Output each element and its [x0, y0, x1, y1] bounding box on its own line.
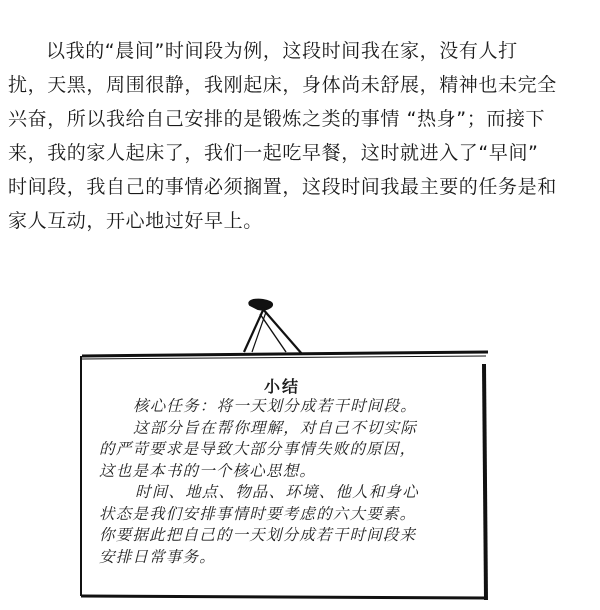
summary-line: 的严苛要求是导致大部分事情失败的原因， — [99, 440, 417, 458]
summary-title: 小结 — [263, 377, 300, 396]
summary-board — [81, 356, 483, 596]
paragraph-line: 扰，天黑，周围很静，我刚起床，身体尚未舒展，精神也未完全 — [8, 74, 557, 96]
paragraph-line: 以我的“晨间”时间段为例，这段时间我在家，没有人打 — [46, 40, 518, 62]
summary-line: 你要据此把自己的一天划分成若干时间段来 — [99, 526, 417, 544]
paragraph-line: 时间段，我自己的事情必须搁置，这段时间我最主要的任务是和 — [8, 176, 557, 198]
board-right-edge — [484, 364, 486, 600]
paragraph-line: 来，我的家人起床了，我们一起吃早餐，这时就进入了“早间” — [8, 142, 539, 164]
board-bottom-edge — [81, 596, 486, 598]
paragraph-line: 家人互动，开心地过好早上。 — [8, 210, 263, 232]
summary-line: 时间、地点、物品、环境、他人和身心 — [135, 483, 419, 501]
summary-line: 这部分旨在帮你理解，对自己不切实际 — [133, 418, 417, 437]
nail-icon — [249, 300, 272, 310]
summary-text — [99, 396, 469, 568]
summary-line: 安排日常事务。 — [99, 547, 216, 566]
summary-line: 这也是本书的一个核心思想。 — [99, 461, 317, 480]
paragraph-line: 兴奋，所以我给自己安排的是锻炼之类的事情 “热身”；而接下 — [8, 108, 546, 130]
summary-line: 状态是我们安排事情时要考虑的六大要素。 — [99, 504, 417, 523]
summary-line: 核心任务：将一天划分成若干时间段。 — [133, 397, 417, 415]
